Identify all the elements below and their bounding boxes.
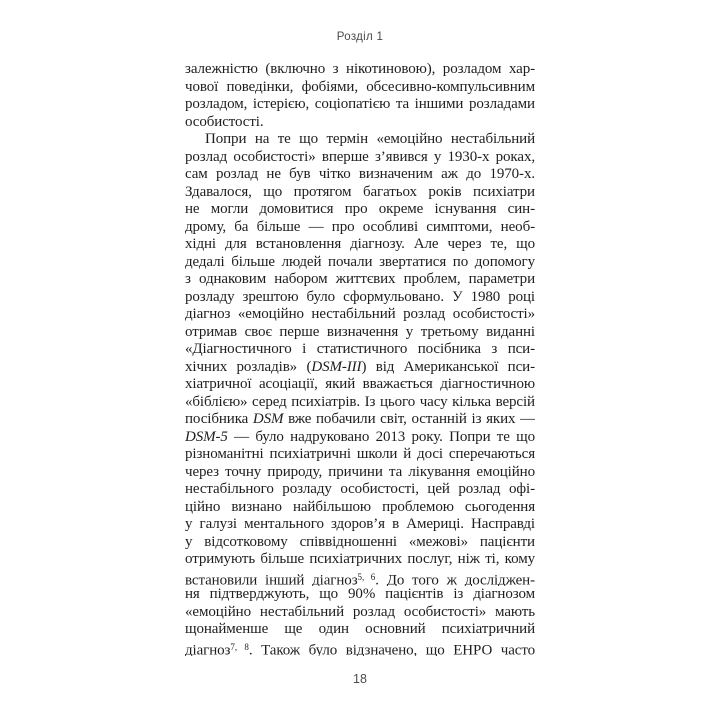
text-segment: залежністю (включно з нікотиновою), розладом хар-: [185, 61, 535, 77]
text-segment: вже побачили світ, останній із яких —: [283, 411, 535, 427]
text-segment: дрому, ба більше — про особливі симптоми, необ-: [185, 218, 535, 235]
text-segment: Попри на те що термін «емоційно нестабільний: [205, 131, 535, 147]
text-line: [185, 481, 535, 499]
text-segment: . Також було відзначено, що ЕНРО часто: [248, 642, 535, 656]
text-line: [185, 359, 535, 377]
text-line: [185, 184, 535, 202]
text-segment: «біблією» серед психіатрів. Із цього часу кілька версій: [185, 393, 535, 410]
text-line: [185, 289, 535, 307]
text-line: [185, 114, 535, 132]
text-line: [185, 586, 535, 604]
text-segment: дедалі більше людей почали звертатися по допомогу: [185, 253, 535, 270]
text-line: [185, 569, 535, 587]
text-segment: діагноз «емоційно нестабільний розлад особистості»: [185, 306, 535, 322]
text-line: [185, 236, 535, 254]
text-line: [185, 131, 535, 149]
text-line: [185, 96, 535, 114]
text-segment: у галузі ментального здоров’я в Америці. Насправді: [185, 516, 535, 532]
text-segment: різноманітні психіатричні школи й досі сперечаються: [185, 446, 535, 462]
text-segment: посібника: [185, 411, 253, 427]
text-segment: DSM: [252, 411, 284, 427]
page-text: [185, 61, 535, 656]
text-line: [185, 446, 535, 464]
text-segment: не могли домовитися про окреме існування син-: [185, 201, 535, 217]
footnote-reference: 7, 8: [230, 641, 249, 652]
text-line: [185, 464, 535, 482]
text-segment: розлад особистості» вперше з’явився у 1930-х роках,: [185, 148, 535, 165]
text-segment: отримав своє перше визначення у третьому виданні: [185, 323, 535, 340]
text-line: [185, 166, 535, 184]
text-line: [185, 534, 535, 552]
text-segment: щонайменше ще один основний психіатричний: [185, 621, 535, 637]
text-segment: хічних розладів» (: [185, 358, 312, 375]
text-segment: «Діагностичного і статистичного посібника з пси-: [185, 341, 535, 357]
text-segment: у відсотковому співвідношенні «межові» пацієнти: [185, 533, 535, 550]
paragraph: [185, 61, 535, 131]
text-segment: чової поведінки, фобіями, обсесивно-компульсивним: [185, 78, 535, 95]
text-segment: ційно визнано найбільшою проблемою сьогодення: [185, 498, 535, 515]
text-segment: ) від Американської пси-: [361, 358, 535, 375]
text-line: [185, 341, 535, 359]
text-line: [185, 219, 535, 237]
text-line: [185, 61, 535, 79]
text-segment: сам розлад не був чітко визначеним аж до 1970-х.: [185, 166, 535, 182]
text-line: [185, 551, 535, 569]
text-line: [185, 376, 535, 394]
text-line: [185, 604, 535, 622]
text-line: [185, 149, 535, 167]
text-segment: — було надруковано 2013 року. Попри те що: [227, 428, 535, 445]
page-number: 18: [353, 672, 367, 686]
text-line: [185, 394, 535, 412]
text-segment: . До того ж досліджен-: [375, 572, 535, 586]
text-line: [185, 621, 535, 639]
text-line: [185, 411, 535, 429]
text-segment: особистості.: [185, 113, 264, 130]
text-segment: через точну природу, причини та лікування емоційно: [185, 463, 535, 480]
text-line: [185, 201, 535, 219]
text-segment: нестабільного розладу особистості, цей розлад офі-: [185, 481, 535, 497]
text-line: [185, 516, 535, 534]
text-line: [185, 254, 535, 272]
text-segment: «емоційно нестабільний розлад особистості» мають: [185, 603, 535, 620]
text-segment: Здавалося, що протягом багатьох років психіатри: [185, 183, 535, 200]
text-segment: ня підтверджують, що 90% пацієнтів із діагнозом: [185, 586, 535, 602]
text-line: [185, 271, 535, 289]
text-line: [185, 324, 535, 342]
paragraph: [185, 131, 535, 656]
text-segment: діагноз: [185, 642, 231, 656]
text-line: [185, 639, 535, 657]
text-segment: отримують більше психіатричних послуг, ніж ті, кому: [185, 551, 535, 567]
text-segment: хідні для встановлення діагнозу. Але через те, що: [185, 236, 535, 252]
text-segment: DSM-5: [185, 428, 228, 445]
text-line: [185, 499, 535, 517]
text-segment: розладу зрештою було сформульовано. У 1980 році: [185, 288, 535, 305]
text-line: [185, 79, 535, 97]
text-segment: хіатричної асоціації, який вважається діагностичною: [185, 376, 535, 392]
footnote-reference: 5, 6: [357, 571, 376, 582]
text-segment: встановили інший діагноз: [185, 572, 358, 586]
text-line: [185, 306, 535, 324]
text-segment: розладом, істерією, соціопатією та іншими розладами: [185, 96, 535, 112]
text-segment: з однаковим набором життєвих проблем, параметри: [185, 271, 535, 287]
running-header: Розділ 1: [336, 31, 384, 43]
text-line: [185, 429, 535, 447]
text-segment: DSM-III: [311, 358, 362, 375]
